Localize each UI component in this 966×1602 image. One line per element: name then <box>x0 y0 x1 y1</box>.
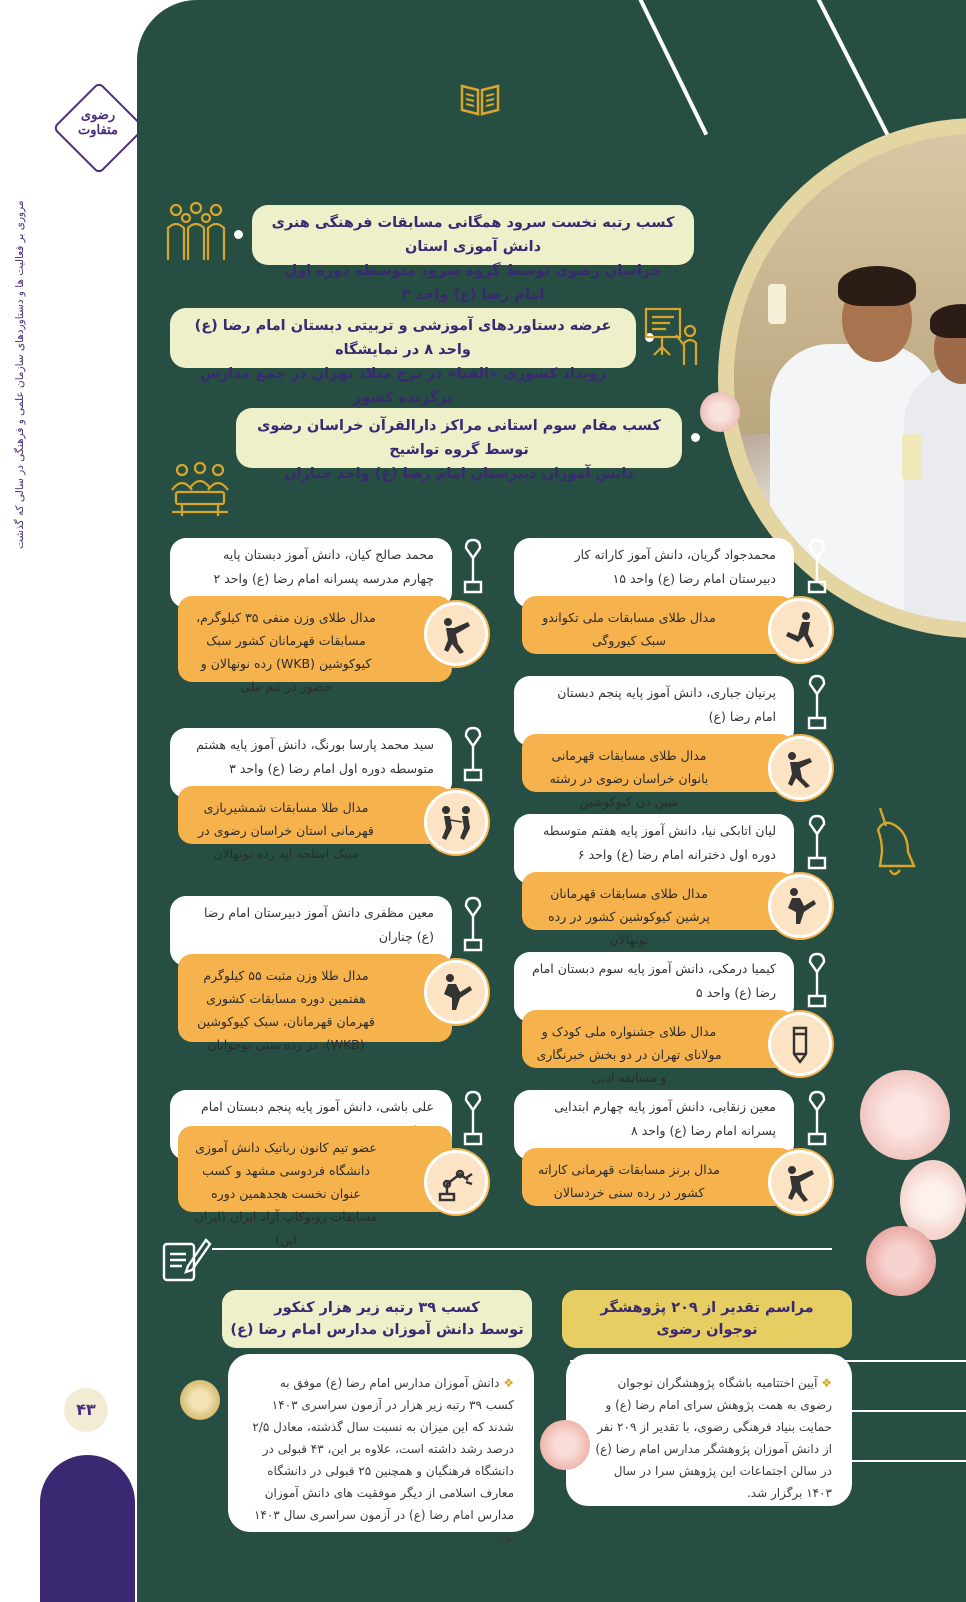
badge <box>768 1012 832 1076</box>
trophy-icon <box>804 812 830 870</box>
student-info: لیان اتابکی نیا، دانش آموز پایه هفتم متوسطه دوره اول دخترانه امام رضا (ع) واحد ۶ <box>514 814 794 884</box>
left-margin <box>0 0 140 1602</box>
heading-line: مراسم تقدیر از ۲۰۹ پژوهشگر <box>600 1300 814 1316</box>
heading-line: توسط دانش آموزان مدارس امام رضا (ع) <box>230 1322 524 1338</box>
achievement-card <box>170 896 452 1052</box>
martial-arts-icon <box>780 610 820 650</box>
achievement-card <box>170 1090 452 1247</box>
achievement-card <box>514 538 794 656</box>
header-capsule-1 <box>252 205 694 303</box>
flower-decor <box>180 1380 220 1420</box>
achievement-card <box>170 728 452 861</box>
student-info: پرنیان جباری، دانش آموز پایه پنجم دبستان امام رضا (ع) <box>514 676 794 746</box>
badge <box>424 1150 488 1214</box>
award-text: مدال طلا مسابقات شمشیربازی قهرمانی استان خراسان رضوی در سبک اسلحه اپه رده نونهالان <box>178 786 452 844</box>
flower-decor <box>700 392 740 432</box>
robot-arm-icon <box>436 1162 476 1202</box>
purple-tab <box>40 1455 135 1602</box>
pencil-icon <box>780 1024 820 1064</box>
header-line: دانش آموزان دبیرستان امام رضا (ع) واحد چناران <box>284 466 634 482</box>
divider-line <box>212 1248 832 1250</box>
achievement-card <box>514 1090 794 1208</box>
meeting-icon <box>168 458 232 522</box>
award-text: مدال طلای وزن منفی ۳۵ کیلوگرم، مسابقات قهرمانان کشور سبک کیوکوشین (WKB) رده نونهالان و حضور در تیم ملی <box>178 596 452 682</box>
badge <box>424 960 488 1024</box>
badge <box>768 1150 832 1214</box>
flower-decor <box>866 1226 936 1296</box>
badge <box>768 598 832 662</box>
martial-arts-icon <box>780 748 820 788</box>
award-text: مدال طلای مسابقات قهرمانی بانوان خراسان رضوی در رشته شین ذن کیوکوشین <box>522 734 794 792</box>
book-icon <box>458 78 502 118</box>
bullet-icon: ❖ <box>499 1376 514 1390</box>
presentation-icon <box>640 305 704 369</box>
badge <box>424 602 488 666</box>
bottom-card-left <box>228 1354 534 1544</box>
header-capsule-3 <box>236 408 682 482</box>
martial-arts-icon <box>436 614 476 654</box>
flower-decor <box>540 1420 590 1470</box>
achievement-card <box>514 952 794 1085</box>
badge <box>768 874 832 938</box>
achievement-card <box>514 814 794 947</box>
award-text: مدال برنز مسابقات قهرمانی کاراته کشور در رده سنی خردسالان <box>522 1148 794 1206</box>
bullet-icon: ❖ <box>817 1376 832 1390</box>
award-text: مدال طلای مسابقات قهرمانان پرشین کیوکوشین کشور در رده نونهالان <box>522 872 794 930</box>
bell-icon <box>866 804 920 884</box>
badge <box>424 790 488 854</box>
trophy-icon <box>460 536 486 594</box>
trophy-icon <box>804 536 830 594</box>
student-info: محمد صالح کیان، دانش آموز دبستان پایه چهارم مدرسه پسرانه امام رضا (ع) واحد ۲ <box>170 538 452 608</box>
award-text: مدال طلای جشنواره ملی کودک و مولانای تهران در دو بخش خبرنگاری و مسابقه ادبی <box>522 1010 794 1068</box>
award-text: مدال طلای مسابقات ملی تکواندو سبک کیوروگی <box>522 596 794 654</box>
header-line: خراسان رضوی توسط گروه سرود متوسطه دوره اول امام رضا (ع) واحد ۳ <box>284 263 662 303</box>
card-body: دانش آموزان مدارس امام رضا (ع) موفق به کسب ۳۹ رتبه زیر هزار در آزمون سراسری ۱۴۰۳ شدند که این میزان به نسبت سال گذشته، معادل ۲/۵ درصد رشد داشته است، علاوه بر این، ۴۳ قبولی در دانشگاه فرهنگیان و همچنین ۲۵ قبولی در دانشگاه معارف اسلامی از دیگر موفقیت های دانش آموزان مدارس امام رضا (ع) در آزمون سراسری سال ۱۴۰۳ بود. <box>252 1376 514 1544</box>
badge <box>768 736 832 800</box>
header-capsule-2 <box>170 308 636 406</box>
header-line: کسب رتبه نخست سرود همگانی مسابقات فرهنگی هنری دانش آموزی استان <box>271 215 675 255</box>
header-line: کسب مقام سوم استانی مراکز دارالقرآن خراسان رضوی توسط گروه تواشیح <box>257 418 661 458</box>
trophy-icon <box>804 672 830 730</box>
bottom-card-right <box>566 1354 852 1506</box>
student-info: محمدجواد گریان، دانش آموز کاراته کار دبیرستان امام رضا (ع) واحد ۱۵ <box>514 538 794 608</box>
bottom-heading-right <box>562 1290 852 1348</box>
martial-arts-icon <box>436 972 476 1012</box>
achievement-card <box>170 538 452 694</box>
trophy-icon <box>460 1088 486 1146</box>
card-body: آیین اختتامیه باشگاه پژوهشگران نوجوان رضوی به همت پژوهش سرای امام رضا (ع) و حمایت بنیاد فرهنگی رضوی، با تقدیر از ۲۰۹ نفر از دانش آموزان پژوهشگر مدارس امام رضا (ع) در سالن اجتماعات این پژوهش سرا در سال ۱۴۰۳ برگزار شد. <box>595 1376 832 1500</box>
martial-arts-icon <box>780 886 820 926</box>
achievement-card <box>514 676 794 809</box>
student-info: کیمیا درمکی، دانش آموز پایه سوم دبستان امام رضا (ع) واحد ۵ <box>514 952 794 1022</box>
student-info: علی باشی، دانش آموز پایه پنجم دبستان امام <box>170 1090 452 1160</box>
student-info: معین زنقابی، دانش آموز پایه چهارم ابتدایی پسرانه امام رضا (ع) واحد ۸ <box>514 1090 794 1160</box>
header-line: عرضه دستاوردهای آموزشی و تربیتی دبستان امام رضا (ع) واحد ۸ در نمایشگاه <box>194 318 612 358</box>
martial-arts-icon <box>780 1162 820 1202</box>
notepad-icon <box>160 1236 212 1284</box>
fencing-icon <box>436 802 476 842</box>
trophy-icon <box>460 724 486 782</box>
choir-icon <box>164 200 228 264</box>
heading-line: کسب ۳۹ رتبه زیر هزار کنکور <box>274 1300 480 1316</box>
student-info: سید محمد پارسا بورنگ، دانش آموز پایه هشتم متوسطه دوره اول امام رضا (ع) واحد ۳ <box>170 728 452 798</box>
logo-text: رضوی متفاوت <box>78 108 118 138</box>
award-text: مدال طلا وزن مثبت ۵۵ کیلوگرم هفتمین دوره مسابقات کشوری قهرمان قهرمانان، سبک کیوکوشین (WKB)، در رده سنی نوجوانان <box>178 954 452 1042</box>
flower-decor <box>860 1070 950 1160</box>
trophy-icon <box>460 894 486 952</box>
header-line: رویداد کشوری «الفتا» در برج میلاد تهران در جمع مدارس برگزیده کشور <box>200 366 606 406</box>
trophy-icon <box>804 1088 830 1146</box>
trophy-icon <box>804 950 830 1008</box>
student-info: معین مظفری دانش آموز دبیرستان امام رضا (ع) چناران <box>170 896 452 966</box>
side-title: مروری بر فعالیت ها و دستاوردهای سازمان علمی و فرهنگی در سالی که گذشت <box>14 200 26 549</box>
page-number: ۴۳ <box>64 1388 108 1432</box>
award-text: عضو تیم کانون رباتیک دانش آموزی دانشگاه فردوسی مشهد و کسب عنوان نخست هجدهمین دوره مسابقات روبوکاپ آزاد ایران (ایران اپن) <box>178 1126 452 1212</box>
heading-line: نوجوان رضوی <box>656 1322 758 1338</box>
bottom-heading-left <box>222 1290 532 1348</box>
